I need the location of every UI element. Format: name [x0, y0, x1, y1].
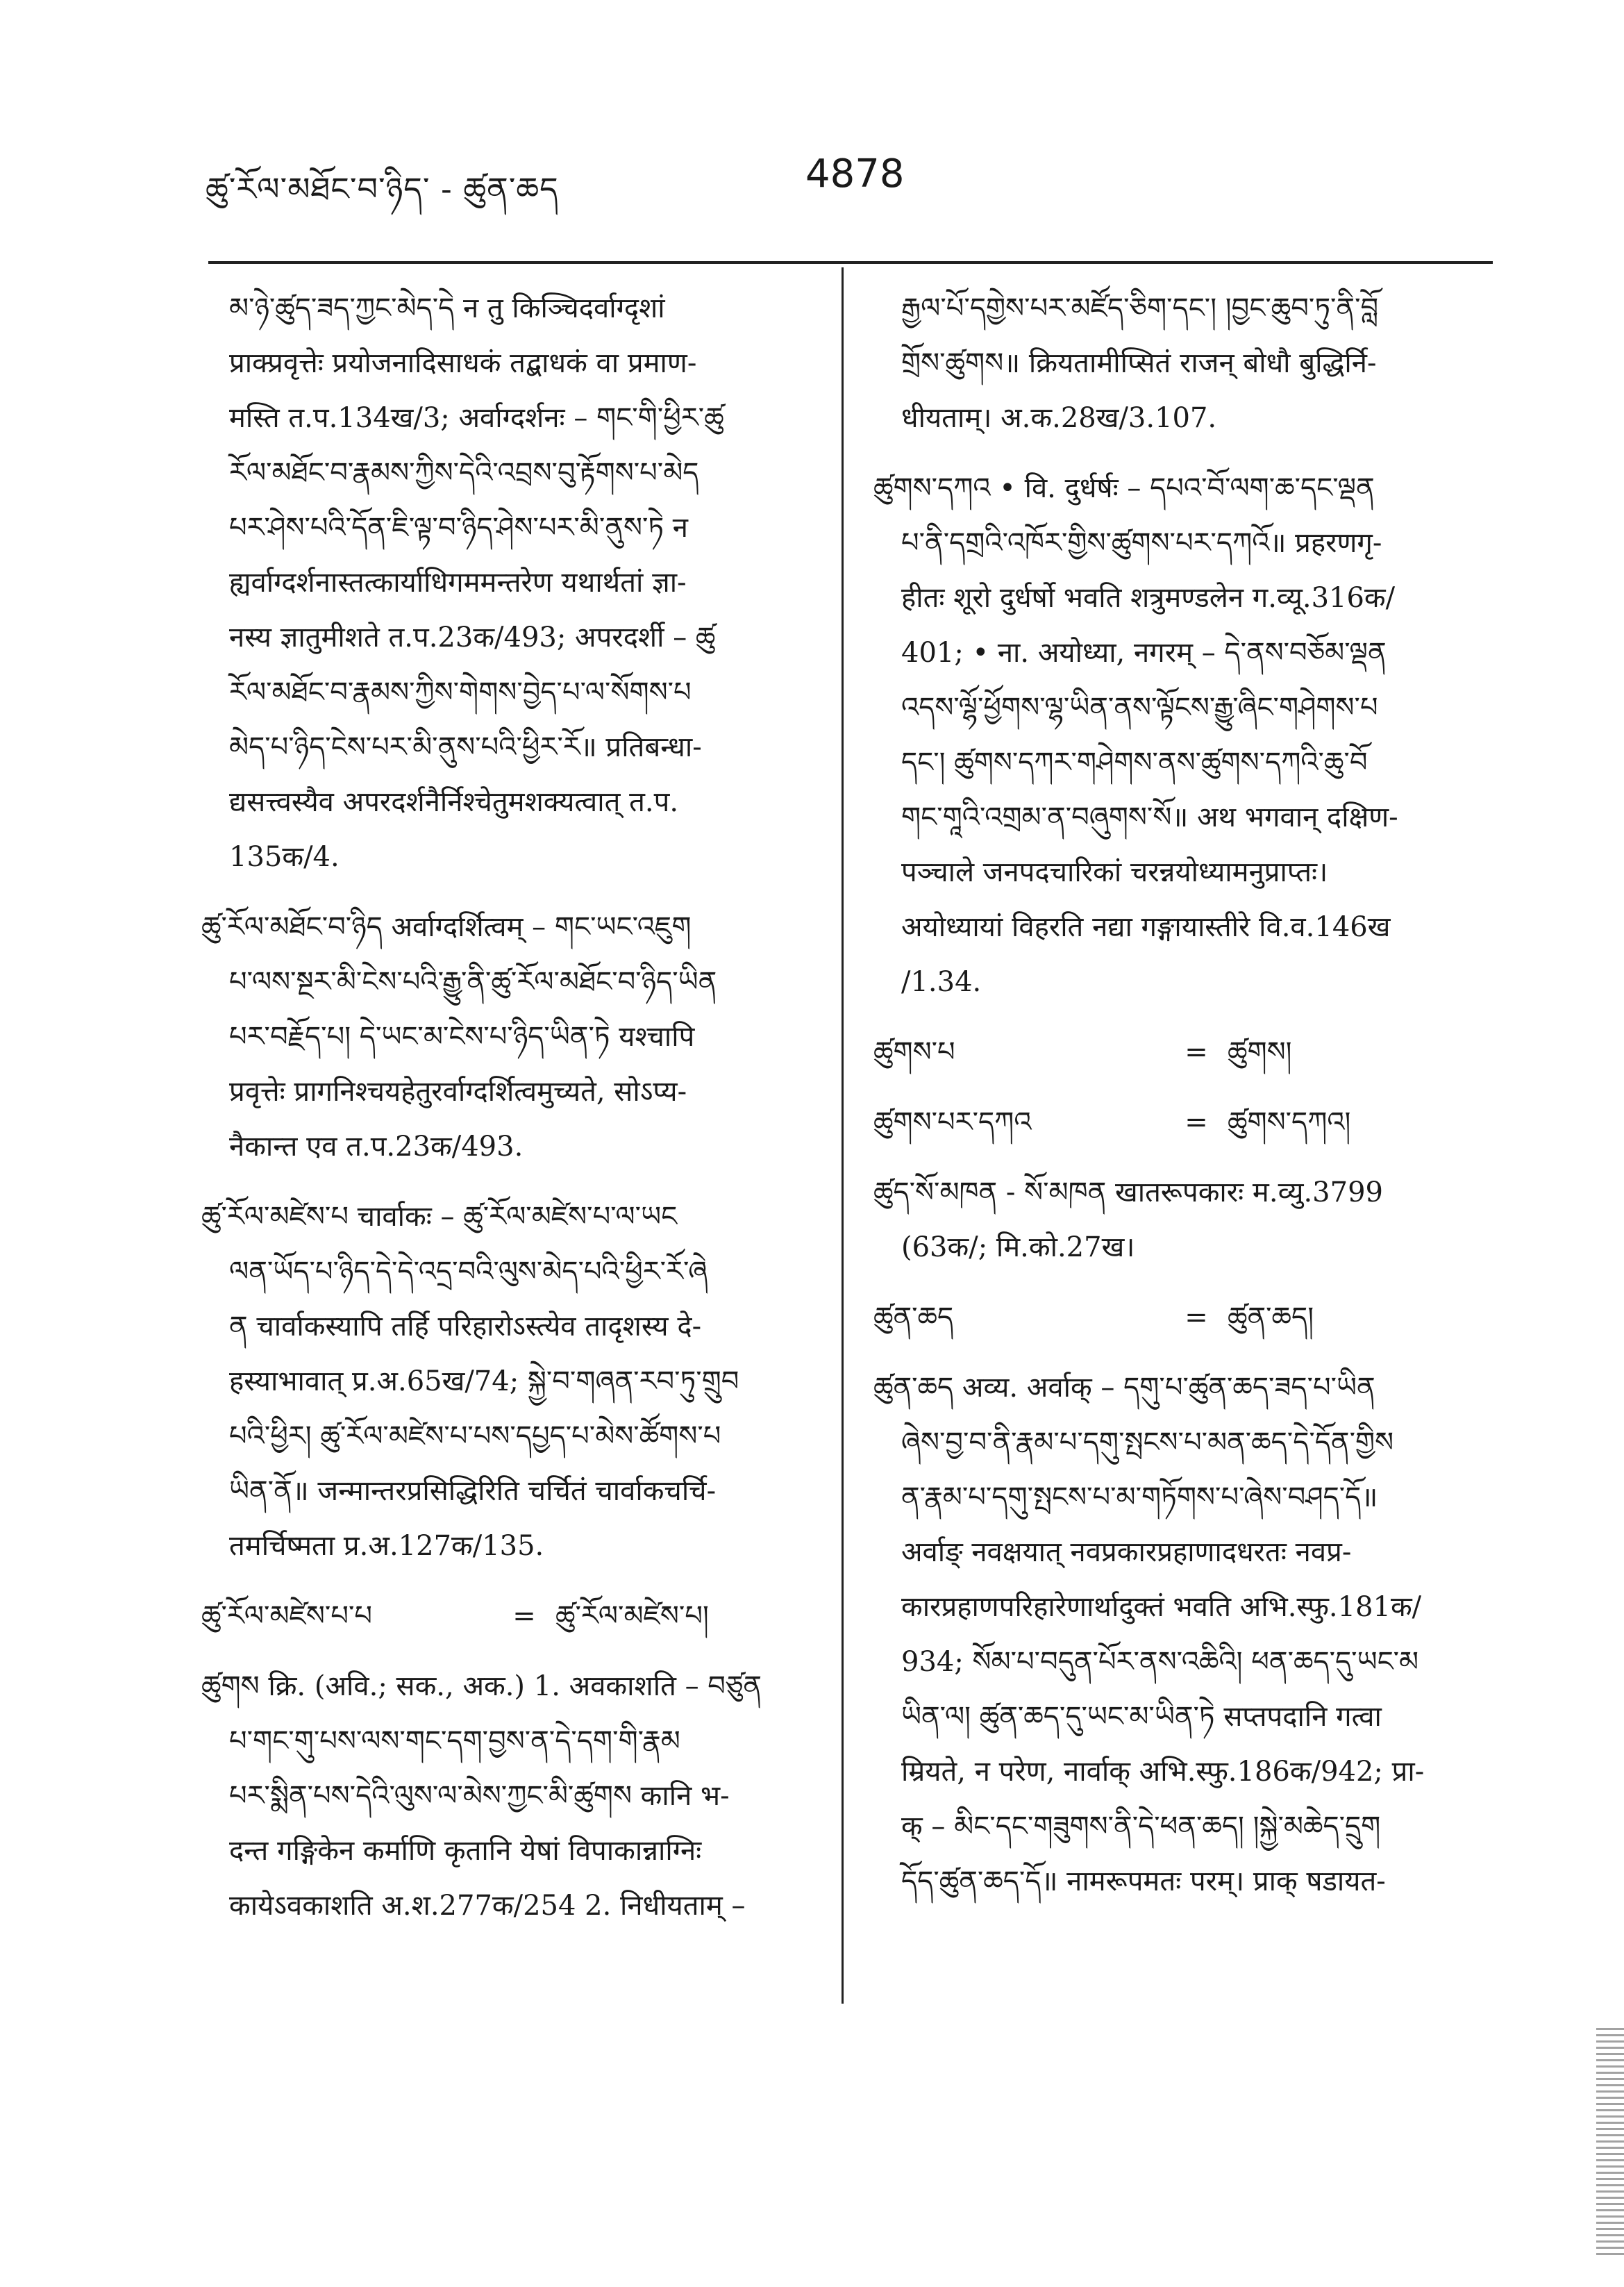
header-rule [208, 261, 1493, 264]
dictionary-entry [873, 1095, 1484, 1150]
scan-edge-noise [1596, 2028, 1624, 2257]
entry-spacer [873, 1345, 1484, 1361]
entry-spacer [873, 1909, 1484, 1924]
entry-line: पञ्चाले जनपदचारिकां चरन्नयोध्यामनुप्राप्तः। [901, 856, 1328, 888]
entry-spacer [873, 1275, 1484, 1290]
cross-reference [873, 1025, 1484, 1080]
dictionary-entry [873, 1025, 1484, 1080]
column-divider [842, 267, 844, 2004]
entry-line: རྒྱལ་པོ་དགྱེས་པར་མཛོད་ཅིག་དང་། །བྱང་ཆུབ་ཏུ་ནི་བློ [901, 292, 1379, 324]
entry-line: ཞེས་བྱ་བ་ནི་རྣམ་པ་དགུ་སྤངས་པ་མན་ཆད་དེ་དོན་གྱིས [901, 1427, 1394, 1458]
cross-ref-target: ཚུགས། [1228, 1036, 1292, 1068]
entry-line: 934; སོམ་པ་བདུན་པོར་ནས་འཆིའི། ཕན་ཆད་དུ་ཡང་མ [901, 1646, 1419, 1678]
entry-line: द्यसत्त्वस्यैव अपरदर्शनैर्निश्चेतुमशक्यत्वात् त.प. [229, 786, 679, 818]
entry-spacer [873, 1150, 1484, 1165]
entry-line: ཡིན་ལ། ཚུན་ཆད་དུ་ཡང་མ་ཡིན་ཏེ सप्तपदानि गत्वा [901, 1701, 1382, 1733]
cross-ref-head: ཚུགས་པ [873, 1036, 955, 1068]
dictionary-entry [201, 1190, 812, 1574]
entry-line: धीयताम्। अ.क.28ख/3.107. [901, 402, 1217, 434]
cross-ref-eq: = [512, 1600, 536, 1632]
entry-spacer [873, 446, 1484, 461]
entry-line: འདས་ལྷོ་ཕྱོགས་ལྷ་ཡིན་ནས་ལྟོངས་རྒྱུ་ཞིང་གཤེགས་པ [901, 692, 1378, 724]
entry-line: प्राक्प्रवृत्तेः प्रयोजनादिसाधकं तद्बाधकं वा प्रमाण- [229, 347, 697, 379]
entry-line: པར་སྨིན་པས་དེའི་ལུས་ལ་མེས་ཀྱང་མི་ཚུགས कानि भ- [229, 1780, 730, 1812]
dictionary-entry [873, 1165, 1484, 1275]
entry-line: अर्वाङ् नवक्षयात् नवप्रकारप्रहाणादधरतः नवप्र- [901, 1536, 1352, 1568]
entry-line: ཚུད་སོ་མཁན - སོ་མཁན खातरूपकारः म.व्यु.3799 [873, 1176, 1383, 1208]
dictionary-entry [873, 461, 1484, 1010]
entry-line: ह्यर्वाग्दर्शनास्तत्कार्याधिगममन्तरेण यथार्थतां ज्ञा- [229, 567, 687, 599]
entry-line: नस्य ज्ञातुमीशते त.प.23क/493; अपरदर्शी – ཚུ [229, 622, 716, 654]
entry-line: मस्ति त.प.134ख/3; अर्वाग्दर्शनः – གང་གི་ཕྱིར་ཚུ [229, 402, 724, 434]
entry-spacer [201, 1574, 812, 1589]
entry-line: क् – མིང་དང་གཟུགས་ནི་དེ་ཕན་ཆད། །སྐྱེ་མཆེད་དྲུག [901, 1811, 1381, 1843]
cross-ref-head: ཚུན་ཆད [873, 1301, 954, 1333]
entry-line: 401; • ना. अयोध्या, नगरम् – དེ་ནས་བཅོམ་ལྡན [901, 637, 1387, 669]
cross-ref-target: ཚུན་ཆད། [1228, 1301, 1314, 1333]
entry-line: མེད་པ་ཉིད་ངེས་པར་མི་ནུས་པའི་ཕྱིར་རོ॥ प्रतिबन्धा- [229, 731, 702, 763]
entry-line: མ་ཉེ་ཚུད་ཟད་ཀྱང་མེད་དེ न तु किञ्चिदर्वाग्दृशां [229, 292, 665, 324]
entry-line: हस्याभावात् प्र.अ.65ख/74; སྐྱེ་བ་གཞན་རབ་ཏུ་གྲུབ [229, 1365, 739, 1397]
cross-reference [873, 1095, 1484, 1150]
entry-line: ཡིན་ནོ॥ जन्मान्तरप्रसिद्धिरिति चर्चितं चार्वाकचर्चि- [229, 1475, 717, 1507]
dictionary-entry [873, 1361, 1484, 1909]
entry-line: कायेऽवकाशति अ.श.277क/254 2. निधीयताम् – [229, 1890, 746, 1922]
entry-line: པ་ནི་དགྲའི་འཁོར་གྱིས་ཚུགས་པར་དཀའོ॥ प्रहरणगृ- [901, 527, 1382, 559]
entry-line: ཚུགས་དཀའ • वि. दुर्धर्षः – དཔའ་བོ་ལག་ཆ་དང་ལྡན [873, 472, 1375, 504]
entry-line: तमर्चिष्मता प्र.अ.127क/135. [229, 1530, 544, 1562]
entry-line: म्रियते, न परेण, नार्वाक् अभि.स्फु.186क/942; प्रा- [901, 1756, 1425, 1788]
entry-spacer [873, 1010, 1484, 1025]
dictionary-entry [201, 1659, 812, 1933]
left-column [201, 281, 812, 1949]
entry-line: ཚུ་རོལ་མཐོང་བ་ཉིད अर्वाग्दर्शित्वम् – གང་ཡང་འཇུག [201, 911, 692, 943]
dictionary-entry [873, 1290, 1484, 1345]
cross-reference [873, 1290, 1484, 1345]
entry-line: རོལ་མཐོང་བ་རྣམས་ཀྱིས་གེགས་བྱེད་པ་ལ་སོགས་པ [229, 676, 692, 708]
left-column-entries [201, 281, 812, 1949]
entry-line: པ་ལས་སྔར་མི་ངེས་པའི་རྒྱུ་ནི་ཚུ་རོལ་མཐོང་བ་ཉིད་ཡིན [229, 966, 717, 998]
dictionary-entry [201, 1589, 812, 1644]
entry-spacer [201, 1933, 812, 1949]
right-column [873, 281, 1484, 1924]
entry-line: हीतः शूरो दुर्धर्षो भवति शत्रुमण्डलेन ग.व्यू.316क/ [901, 582, 1396, 614]
dictionary-entry [873, 281, 1484, 446]
entry-line: ཚུ་རོལ་མཛེས་པ चार्वाकः – ཚུ་རོལ་མཛེས་པ་ལ་ཡང [201, 1201, 678, 1233]
right-column-entries [873, 281, 1484, 1924]
entry-line: नैकान्त एव त.प.23क/493. [229, 1131, 524, 1163]
entry-line: པར་བརྗོད་པ། དེ་ཡང་མ་ངེས་པ་ཉིད་ཡིན་ཏེ यश्चापि [229, 1021, 695, 1053]
cross-ref-eq: = [1184, 1036, 1208, 1068]
cross-ref-head: ཚུ་རོལ་མཛེས་པ་པ [201, 1600, 372, 1632]
entry-line: कारप्रहाणपरिहारेणार्थादुक्तं भवति अभि.स्फु.181क/ [901, 1591, 1422, 1623]
cross-ref-eq: = [1184, 1106, 1208, 1138]
entry-line: ན་རྣམ་པ་དགུ་སྤངས་པ་མ་གཏོགས་པ་ཞེས་བཤད་དོ॥ [901, 1481, 1378, 1513]
entry-line: དོད་ཚུན་ཆད་དོ॥ नामरूपमतः परम्। प्राक् षडायत- [901, 1865, 1386, 1897]
entry-line: दन्त गङ्गिकेन कर्माणि कृतानि येषां विपाकान्नाग्निः [229, 1835, 702, 1867]
entry-line: གྲོས་ཚུགས॥ क्रियतामीप्सितं राजन् बोधौ बुद्धिर्नि- [901, 347, 1377, 379]
running-head: ཚུ་རོལ་མཐོང་བ་ཉིད་ - ཚུན་ཆད [206, 170, 559, 208]
cross-ref-target: ཚུགས་དཀའ། [1228, 1106, 1351, 1138]
cross-reference [201, 1589, 812, 1644]
entry-line: ཚུགས क्रि. (अवि.; सक., अक.) 1. अवकाशति – བཙུན [201, 1670, 762, 1702]
entry-spacer [201, 1174, 812, 1190]
page-number: 4878 [805, 151, 905, 197]
dictionary-entry [201, 281, 812, 885]
entry-line: प्रवृत्तेः प्रागनिश्चयहेतुरर्वाग्दर्शित्वमुच्यते, सोऽप्य- [229, 1076, 687, 1108]
entry-spacer [201, 885, 812, 900]
entry-line: ན चार्वाकस्यापि तर्हि परिहारोऽस्त्येव तादृशस्य दे- [229, 1311, 702, 1342]
entry-line: རོལ་མཐོང་བ་རྣམས་ཀྱིས་དེའི་འབྲས་བུ་རྟོགས་པ་མེད [229, 457, 699, 489]
entry-line: དང་། ཚུགས་དཀར་གཤེགས་ནས་ཚུགས་དཀའི་ཆུ་བོ [901, 747, 1368, 779]
entry-spacer [873, 1080, 1484, 1095]
cross-ref-head: ཚུགས་པར་དཀའ [873, 1106, 1032, 1138]
cross-ref-target: ཚུ་རོལ་མཛེས་པ། [555, 1600, 709, 1632]
entry-line: གང་གཱའི་འགྲམ་ན་བཞུགས་སོ॥ अथ भगवान् दक्षिण- [901, 801, 1398, 833]
entry-spacer [201, 1644, 812, 1659]
entry-line: ལན་ཡོད་པ་ཉིད་དེ་དེ་འདྲ་བའི་ལུས་མེད་པའི་ཕྱིར་རོ་ཞེ [229, 1256, 708, 1288]
entry-line: ཚུན་ཆད अव्य. अर्वाक् – དགུ་པ་ཚུན་ཆད་ཟད་པ་ཡིན [873, 1372, 1375, 1404]
entry-line: པར་ཤེས་པའི་དོན་ཇི་ལྟ་བ་ཉིད་ཤེས་པར་མི་ནུས་ཏེ न [229, 512, 688, 544]
entry-line: པའི་ཕྱིར། ཚུ་རོལ་མཛེས་པ་པས་དཔྱད་པ་མེས་ཚོགས་པ [229, 1420, 721, 1452]
entry-line: अयोध्यायां विहरति नद्या गङ्गायास्तीरे वि.व.146ख [901, 911, 1391, 943]
entry-line: 135क/4. [229, 841, 340, 873]
dictionary-entry [201, 900, 812, 1174]
cross-ref-eq: = [1184, 1301, 1208, 1333]
entry-line: (63क/; मि.को.27ख। [901, 1231, 1135, 1263]
entry-line: པ་གང་གུ་པས་ལས་གང་དག་བྱས་ན་དེ་དག་གི་རྣམ [229, 1725, 680, 1757]
entry-line: /1.34. [901, 966, 982, 998]
